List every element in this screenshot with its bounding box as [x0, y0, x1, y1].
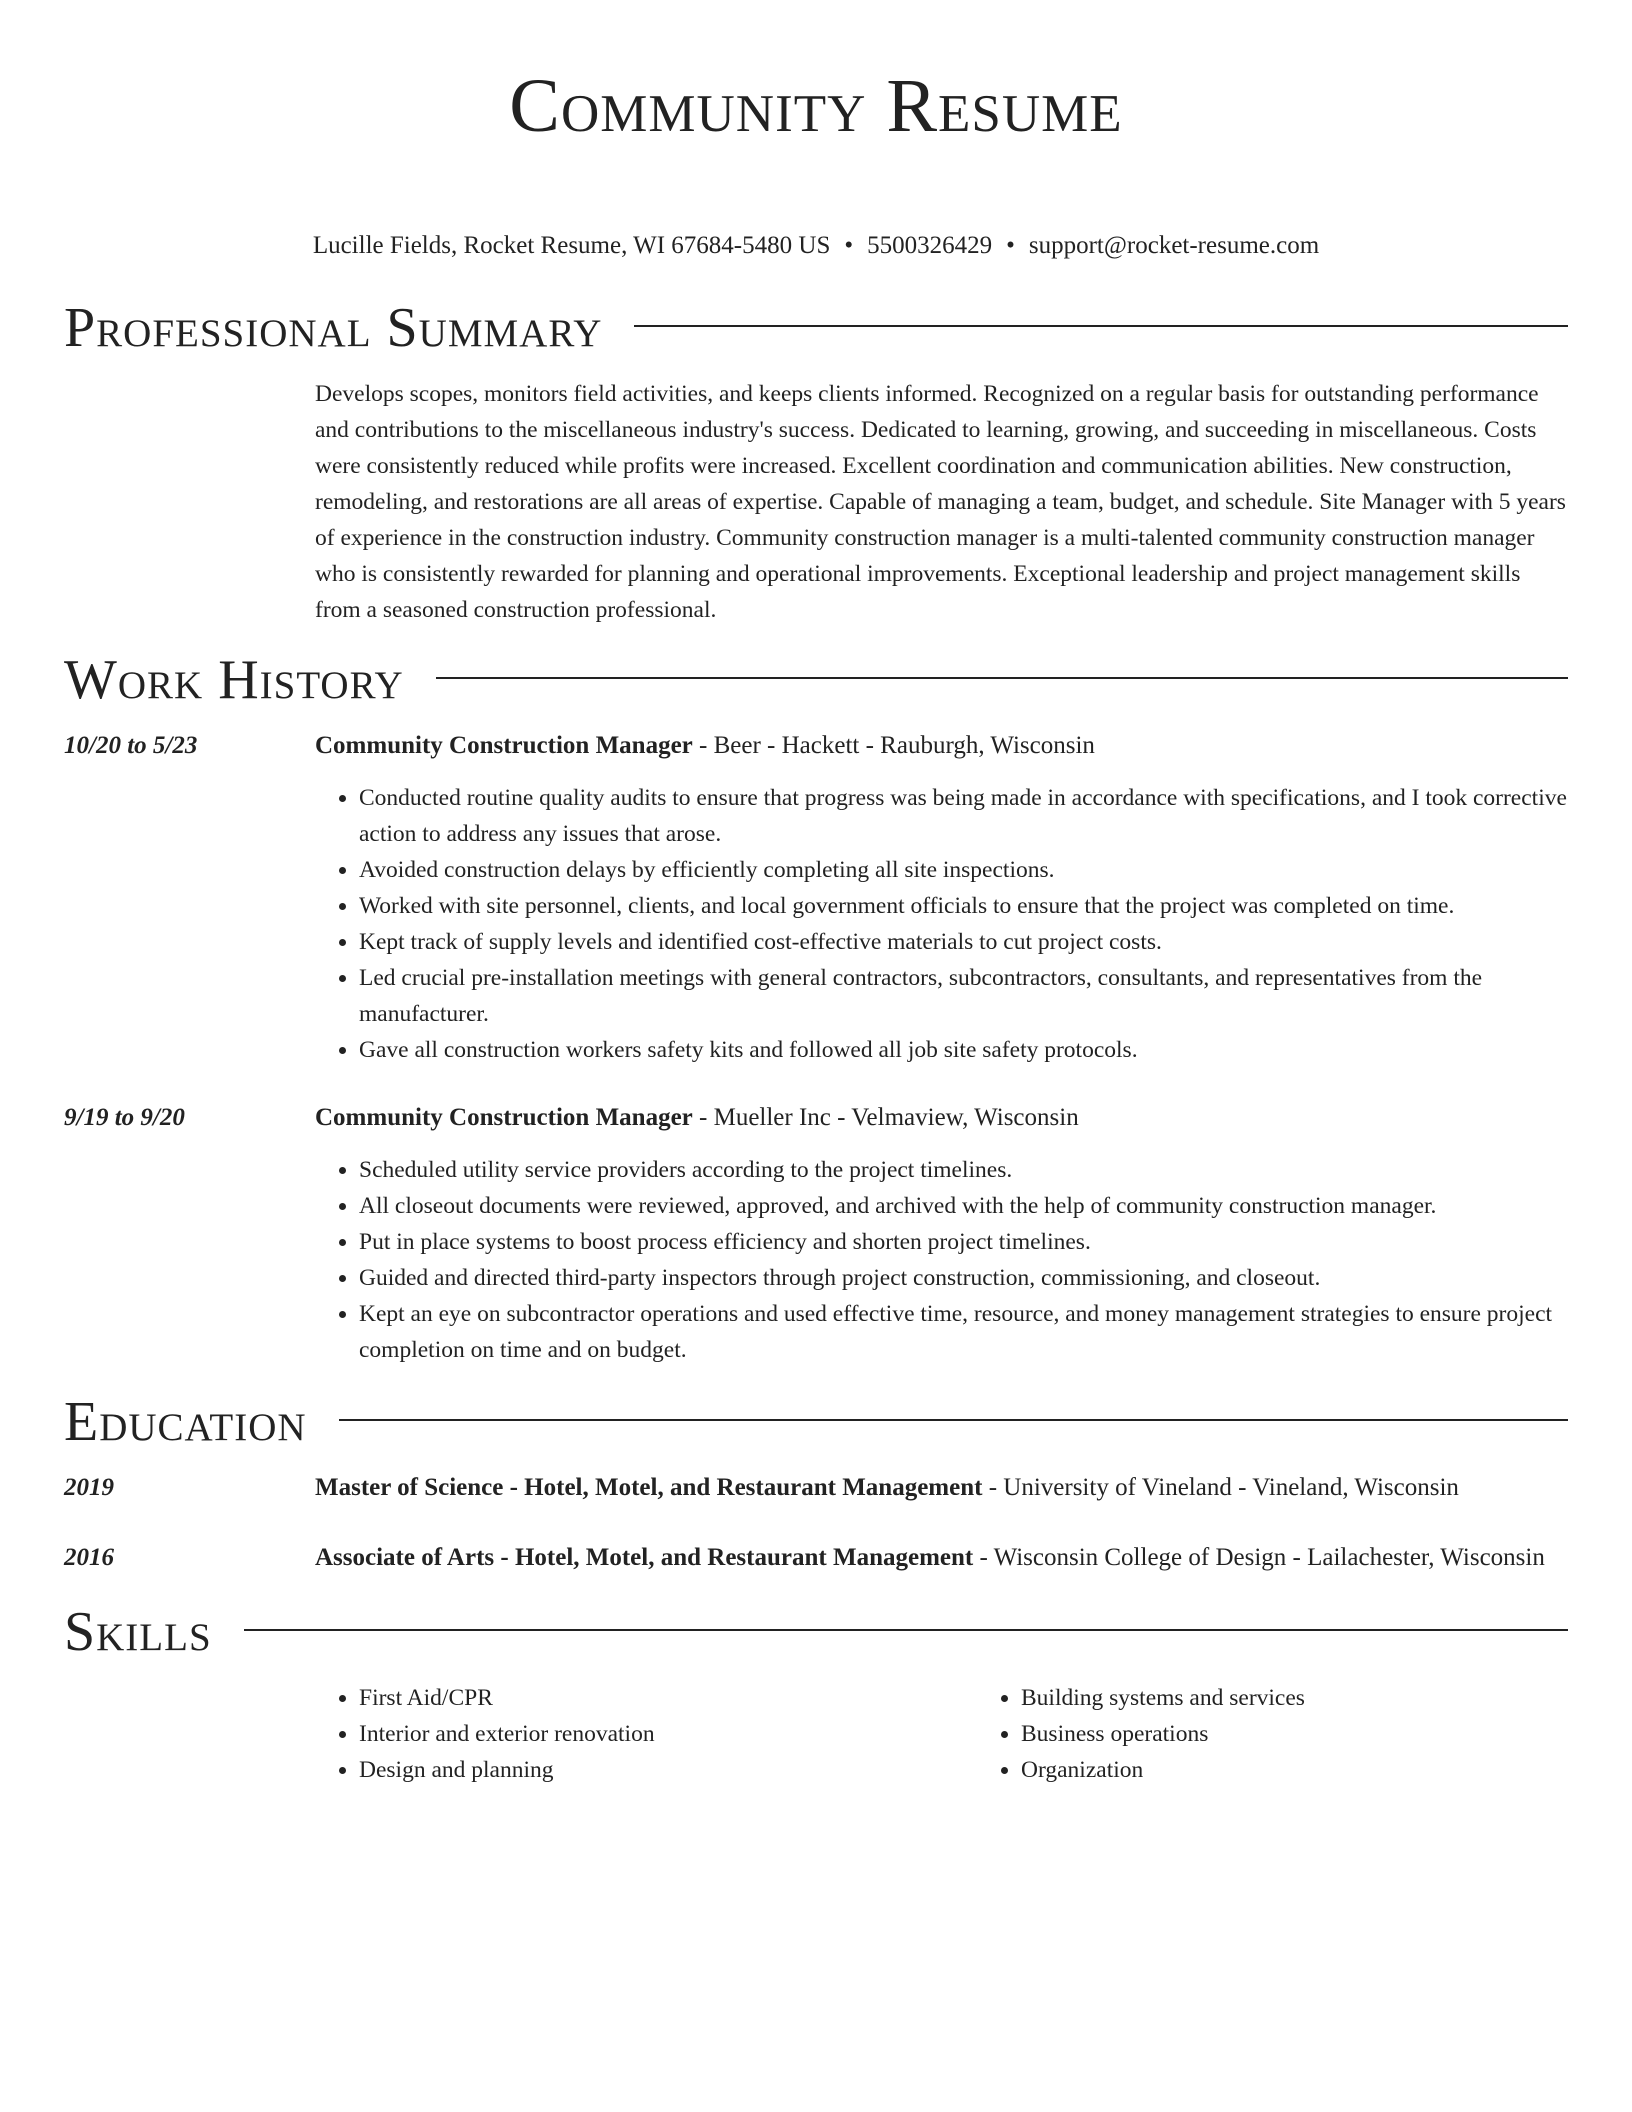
section-divider	[634, 325, 1568, 327]
list-item: • Worked with site personnel, clients, and local government officials to ensure that the project was completed on time.	[359, 888, 1568, 924]
contact-phone: 5500326429	[867, 232, 993, 259]
skills-list-right	[977, 1680, 1632, 1788]
skill-item: • Design and planning	[359, 1752, 977, 1788]
summary-row	[64, 376, 1568, 628]
job-heading	[315, 1100, 1568, 1136]
job-entry	[64, 728, 1568, 1068]
job-bullets	[315, 1152, 1568, 1368]
job-body	[315, 1100, 1568, 1368]
list-item: • All closeout documents were reviewed, approved, and archived with the help of community construction manager.	[359, 1188, 1568, 1224]
job-body	[315, 728, 1568, 1068]
list-item: • Gave all construction workers safety kits and followed all job site safety protocols.	[359, 1032, 1568, 1068]
skill-item: • Business operations	[1021, 1716, 1632, 1752]
skill-item: • Building systems and services	[1021, 1680, 1632, 1716]
list-item: • Kept an eye on subcontractor operations and used effective time, resource, and money management strategies to ensure project completion on time and on budget.	[359, 1296, 1568, 1368]
list-item: • Guided and directed third-party inspectors through project construction, commissioning, and closeout.	[359, 1260, 1568, 1296]
skill-item: • Organization	[1021, 1752, 1632, 1788]
contact-address: Lucille Fields, Rocket Resume, WI 67684-5480 US	[312, 232, 831, 259]
contact-separator: •	[1006, 232, 1015, 259]
list-item: • Avoided construction delays by efficiently completing all site inspections.	[359, 852, 1568, 888]
skills-list-left	[315, 1680, 977, 1788]
skills-columns	[315, 1680, 1632, 1788]
section-divider	[244, 1629, 1568, 1631]
skills-heading: Skills	[64, 1601, 212, 1663]
education-degree: Master of Science - Hotel, Motel, and Restaurant Management	[315, 1474, 983, 1501]
education-section-header	[64, 1390, 1568, 1454]
education-degree: Associate of Arts - Hotel, Motel, and Restaurant Management	[315, 1544, 974, 1571]
work-section-header	[64, 648, 1568, 712]
list-item: • Scheduled utility service providers according to the project timelines.	[359, 1152, 1568, 1188]
job-employer: - Mueller Inc - Velmaview, Wisconsin	[692, 1104, 1079, 1131]
education-year: 2019	[64, 1474, 114, 1501]
education-year: 2016	[64, 1544, 114, 1571]
skills-left-spacer	[64, 1680, 315, 1788]
summary-heading: Professional Summary	[64, 297, 603, 359]
skills-section-header	[64, 1600, 1568, 1664]
education-heading: Education	[64, 1391, 307, 1453]
job-title: Community Construction Manager	[315, 1104, 693, 1131]
job-title: Community Construction Manager	[315, 732, 693, 759]
education-school: - Wisconsin College of Design - Lailachester, Wisconsin	[973, 1544, 1545, 1571]
job-heading	[315, 728, 1568, 764]
job-employer: - Beer - Hackett - Rauburgh, Wisconsin	[692, 732, 1095, 759]
resume-name: Community Resume	[509, 64, 1123, 148]
job-dates: 9/19 to 9/20	[64, 1104, 185, 1131]
contact-email: support@rocket-resume.com	[1028, 232, 1320, 259]
contact-line	[64, 230, 1568, 262]
education-entry	[64, 1468, 1568, 1508]
education-body	[315, 1468, 1568, 1508]
summary-text: Develops scopes, monitors field activities, and keeps clients informed. Recognized on a regular basis for outstanding performance and contributions to the miscellaneous industry's success. Dedicated to learning, growing, and succeeding in miscellaneous. Costs were consistently reduced while profits were increased. Excellent coordination and communication abilities. New construction, remodeling, and restorations are all areas of expertise. Capable of managing a team, budget, and schedule. Site Manager with 5 years of experience in the construction industry. Community construction manager is a multi-talented community construction manager who is consistently rewarded for planning and operational improvements. Exceptional leadership and project management skills from a seasoned construction professional.	[315, 381, 1566, 623]
education-entry	[64, 1538, 1568, 1578]
section-divider	[436, 677, 1568, 679]
education-school: - University of Vineland - Vineland, Wisconsin	[982, 1474, 1459, 1501]
contact-separator: •	[844, 232, 854, 259]
section-divider	[339, 1419, 1568, 1421]
job-dates: 10/20 to 5/23	[64, 732, 198, 759]
skill-item: • First Aid/CPR	[359, 1680, 977, 1716]
work-heading: Work History	[64, 649, 404, 711]
education-body	[315, 1538, 1568, 1578]
skill-item: • Interior and exterior renovation	[359, 1716, 977, 1752]
summary-section-header	[64, 296, 1568, 360]
skills-row	[64, 1680, 1568, 1788]
summary-left-spacer	[64, 376, 315, 628]
list-item: • Conducted routine quality audits to ensure that progress was being made in accordance with specifications, and I took corrective action to address any issues that arose.	[359, 780, 1568, 852]
job-entry	[64, 1100, 1568, 1368]
list-item: • Kept track of supply levels and identified cost-effective materials to cut project costs.	[359, 924, 1568, 960]
list-item: • Put in place systems to boost process efficiency and shorten project timelines.	[359, 1224, 1568, 1260]
list-item: • Led crucial pre-installation meetings with general contractors, subcontractors, consultants, and representatives from the manufacturer.	[359, 960, 1568, 1032]
job-bullets	[315, 780, 1568, 1068]
